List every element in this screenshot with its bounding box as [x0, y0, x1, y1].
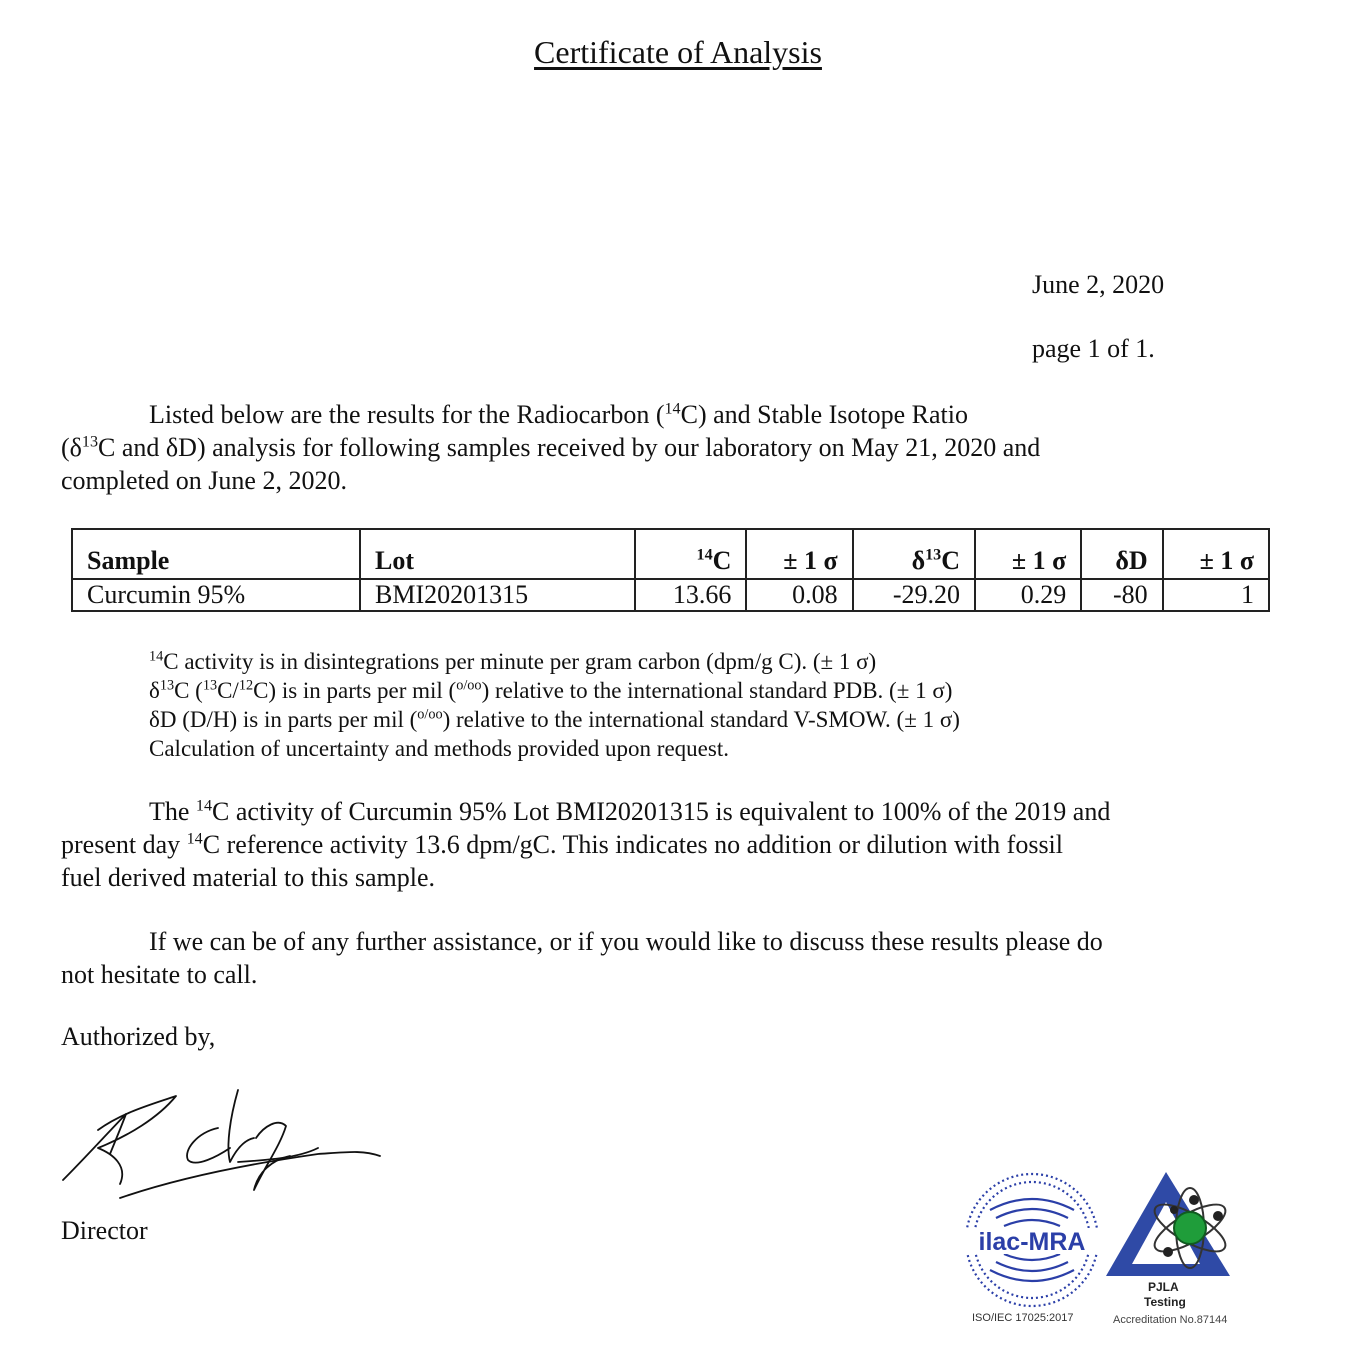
page-number: page 1 of 1.	[1032, 334, 1155, 363]
table-notes	[149, 647, 960, 763]
ilac-logo-lettering: ilac-MRA	[978, 1228, 1086, 1256]
signature	[58, 1088, 388, 1203]
pjla-caption: Accreditation No.87144	[1113, 1314, 1228, 1326]
permil-symbol: o/oo	[456, 677, 482, 694]
cell-lot: BMI20201315	[360, 579, 635, 611]
header-c14: $^{14}$C	[635, 529, 746, 579]
header-dD-sigma: ± 1 σ	[1163, 529, 1269, 579]
cell-dD: -80	[1081, 579, 1162, 611]
conclusion-line-3: fuel derived material to this sample.	[61, 863, 435, 892]
cell-c14: 13.66	[635, 579, 746, 611]
pjla-name: PJLA	[1148, 1280, 1179, 1294]
header-dD: δD	[1081, 529, 1162, 579]
conclusion-line-2: present day $^{14}$C reference activity 13.6 dpm/gC. This indicates no addition or dilution with fossil	[61, 830, 1064, 859]
authorized-by: Authorized by,	[61, 1022, 216, 1051]
cell-d13c: -29.20	[853, 579, 975, 611]
intro-line-1: Listed below are the results for the Radiocarbon ($^{14}$C) and Stable Isotope Ratio	[149, 400, 969, 429]
header-lot: Lot	[360, 529, 635, 579]
assistance-paragraph	[61, 925, 1301, 991]
pjla-subtitle: Testing	[1144, 1295, 1186, 1309]
report-date: June 2, 2020	[1032, 270, 1165, 299]
assistance-line-1: If we can be of any further assistance, or if you would like to discuss these results please do	[149, 927, 1103, 956]
ilac-mra-logo	[962, 1170, 1102, 1310]
header-c14-sigma: ± 1 σ	[746, 529, 852, 579]
intro-paragraph	[61, 398, 1301, 497]
intro-line-2: ($\delta^{13}C$ and δD) analysis for following samples received by our laboratory on May 21, 2020 and	[61, 433, 1041, 462]
cell-d13c-sigma: 0.29	[975, 579, 1081, 611]
table-header-row	[72, 529, 1269, 579]
assistance-line-2: not hesitate to call.	[61, 960, 258, 989]
pjla-logo	[1104, 1168, 1234, 1280]
note-uncertainty: Calculation of uncertainty and methods provided upon request.	[149, 736, 729, 761]
cell-sample: Curcumin 95%	[72, 579, 360, 611]
cell-c14-sigma: 0.08	[746, 579, 852, 611]
header-sample: Sample	[72, 529, 360, 579]
ilac-caption: ISO/IEC 17025:2017	[972, 1312, 1074, 1324]
conclusion-line-1: The $^{14}$C activity of Curcumin 95% Lot BMI20201315 is equivalent to 100% of the 2019 and	[149, 797, 1111, 826]
header-d13c-sigma: ± 1 σ	[975, 529, 1081, 579]
results-table	[71, 528, 1270, 612]
header-d13c: $\delta^{13}C$	[853, 529, 975, 579]
intro-line-3: completed on June 2, 2020.	[61, 466, 347, 495]
conclusion-paragraph	[61, 795, 1301, 894]
permil-symbol: o/oo	[417, 706, 443, 723]
note-c14: $^{14}$C activity is in disintegrations per minute per gram carbon (dpm/g C). (± 1 σ)	[149, 648, 877, 674]
cell-dD-sigma: 1	[1163, 579, 1269, 611]
table-row	[72, 579, 1269, 611]
note-dD: δD (D/H) is in parts per mil ($^{o/oo}$) relative to the international standard V-SMOW. (± 1 σ)	[149, 706, 960, 732]
note-d13c: $\delta^{13}C$ ($^{13}$C/$^{12}$C) is in parts per mil ($^{o/oo}$) relative to the international standard PDB. (± 1 σ)	[149, 677, 953, 703]
document-title: Certificate of Analysis	[534, 34, 822, 70]
director-title: Director	[61, 1216, 148, 1245]
